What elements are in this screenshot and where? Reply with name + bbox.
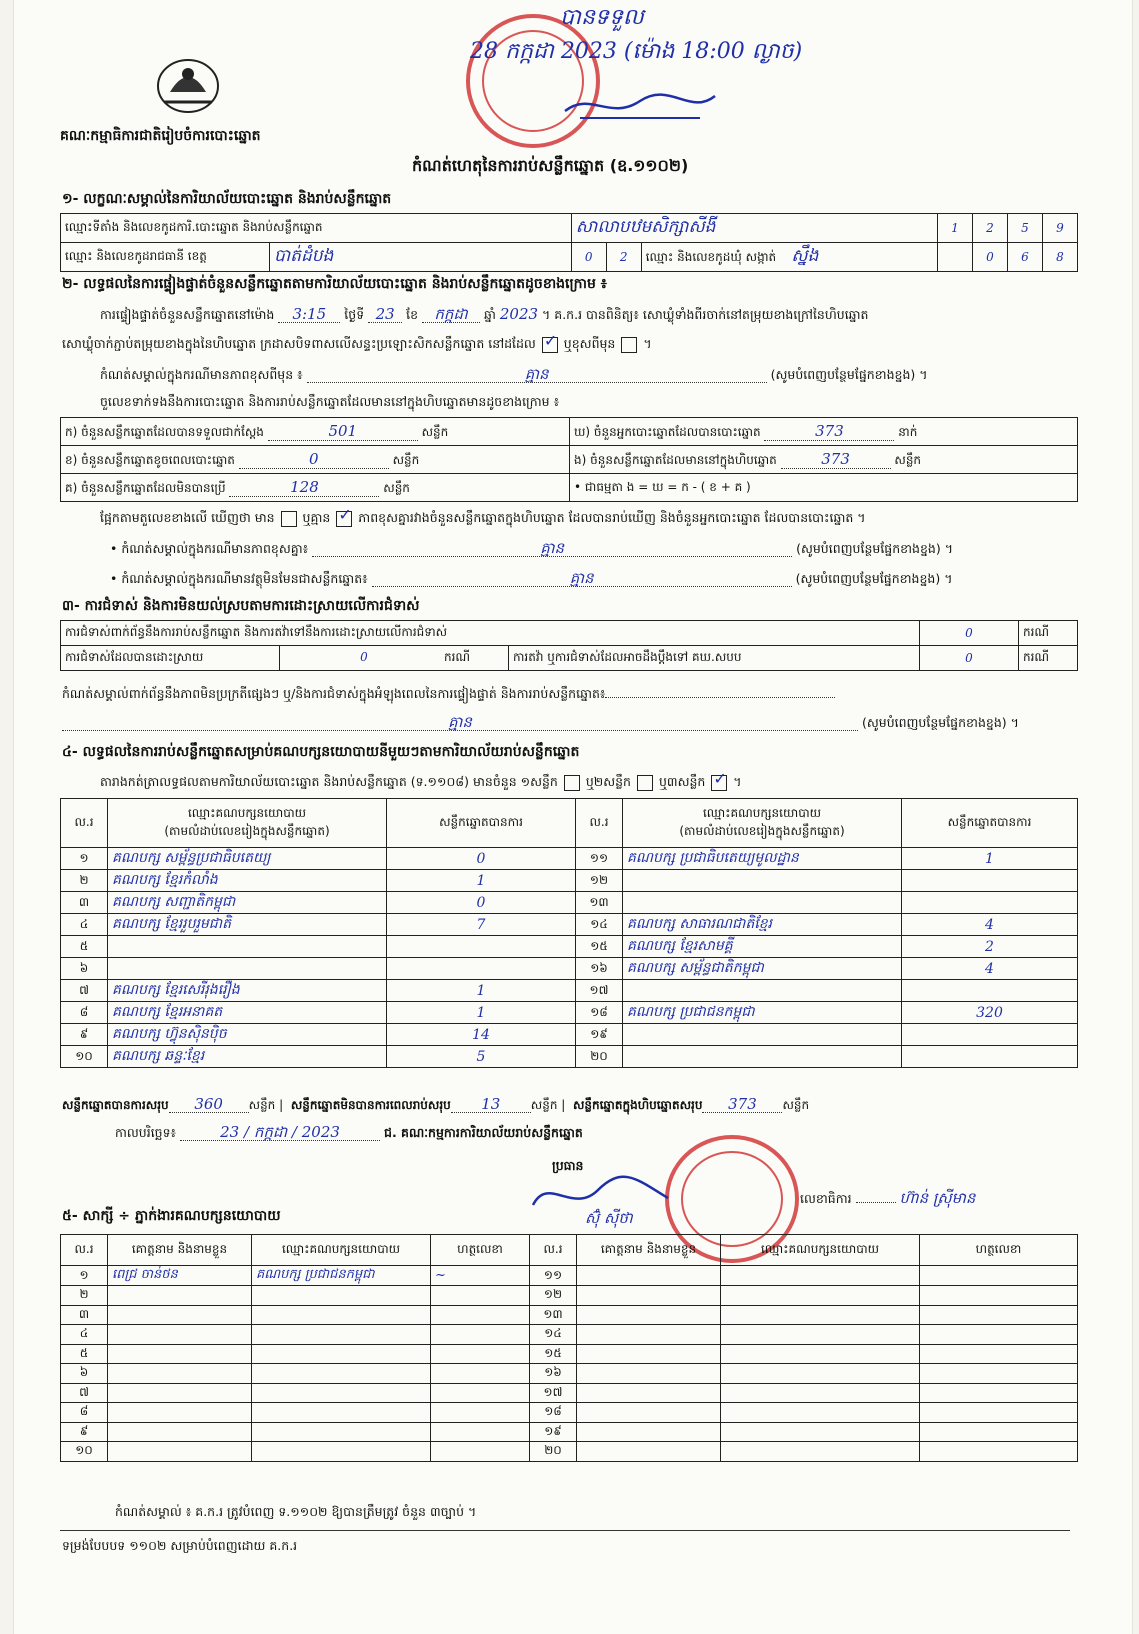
witness-row-number: ១៨ — [530, 1403, 577, 1423]
party-name: គណបក្ស សាធារណជាតិខ្មែរ — [623, 914, 902, 936]
party-row-number: ៩ — [61, 1024, 108, 1046]
party-votes: 320 — [902, 1002, 1078, 1024]
party-votes: 2 — [902, 936, 1078, 958]
witness-signature — [431, 1305, 530, 1325]
witness-name — [108, 1344, 252, 1364]
witness-name — [577, 1422, 721, 1442]
witness-party — [252, 1325, 431, 1345]
sign-date: 23 / កក្កដា / 2023 — [180, 1124, 380, 1141]
party-votes — [902, 1046, 1078, 1068]
commune-label-value — [641, 243, 937, 272]
table-row — [61, 1286, 1078, 1306]
witness-name — [108, 1325, 252, 1345]
difference-line: ផ្អែកតាមតួលេខខាងលើ ឃើញថា មាន ឬគ្មាន ✓ ភាពខុសគ្នារវាងចំនួនសន្លឹកឆ្នោតក្នុងហិបឆ្នោត ដែលបានរាប់ឃើញ និងចំនួនអ្នកបោះឆ្នោត ដែលបានបោះឆ្នោត ។ — [100, 510, 866, 527]
loc-code-2: 2 — [973, 214, 1008, 243]
commune-value: ស្នឹង — [791, 245, 819, 266]
witness-row-number: ១៣ — [530, 1305, 577, 1325]
witness-signature: ~ — [431, 1266, 530, 1286]
party-name: គណបក្ស ហ៊្វុនស៊ិនប៉ិច — [108, 1024, 387, 1046]
witness-party — [721, 1383, 920, 1403]
witness-signature — [431, 1325, 530, 1345]
sheets-line: តារាងកត់ត្រាលទ្ធផលតាមការិយាល័យបោះឆ្នោត និងរាប់សន្លឹកឆ្នោត (ទ.១១០៨) មានចំនួន ១សន្លឹក ឬ២សន្លឹក ឬ៣សន្លឹក ✓ ។ — [100, 774, 742, 791]
party-row-number: ១៦ — [576, 958, 623, 980]
party-results-table: ល.រ ឈ្មោះគណបក្សនយោបាយ (តាមលំដាប់លេខរៀងក្នុងសន្លឹកឆ្នោត) សន្លឹកឆ្នោតបានការ ល.រ ឈ្មោះគណបក្សនយោបាយ (តាមលំដាប់លេខរៀងក្នុងសន្លឹកឆ្នោត) សន្លឹកឆ្នោតបានការ ១ គណបក្ស សម្ព័ន្ធប្រជាធិបតេយ្យ 0 ១១ គណបក្ស ប្រជាធិបតេយ្យមូលដ្ឋាន 1 ២ គណបក្ស ខ្មែរកំលាំង 1 ១២ ៣ គណបក្ស សញ្ជាតិកម្ពុជា 0 ១៣ ៤ គណបក្ស ខ្មែររួបរួមជាតិ 7 ១៤ គណបក្ស សាធារណជាតិខ្មែរ 4 ៥ ១៥ គណបក្ស ខ្មែរសាមគ្គី 2 ៦ ១៦ គណបក្ស សម្ព័ន្ធជាតិកម្ពុជា 4 ៧ គណបក្ស ខ្មែរសេរីរុងរឿង 1 ១៧ ៨ គណបក្ស ខ្មែរអនាគត 1 ១៨ គណបក្ស ប្រជាជនកម្ពុជា 320 ៩ គណបក្ស ហ៊្វុនស៊ិនប៉ិច 14 ១៩ ១០ គណបក្ស ឆន្ទៈខ្មែរ 5 ២០ — [60, 798, 1078, 1068]
witness-row-number: ១ — [61, 1266, 108, 1286]
witness-party — [252, 1422, 431, 1442]
witness-name — [577, 1344, 721, 1364]
witness-signature — [920, 1442, 1078, 1462]
table-row — [61, 1024, 1078, 1046]
table-row — [61, 1383, 1078, 1403]
objections-table: ការជំទាស់ពាក់ព័ន្ធនឹងការរាប់សន្លឹកឆ្នោត និងការតវ៉ាទៅនឹងការដោះស្រាយលើការជំទាស់ 0 ករណី ការជំទាស់ដែលបានដោះស្រាយ 0 ករណី ការតវ៉ា ឬការជំទាស់ដែលអាចដឹងប្តឹងទៅ គឃ.សបប 0 ករណី — [60, 620, 1078, 671]
table-row — [61, 892, 1078, 914]
irregularity-note: កំណត់សម្គាល់ពាក់ព័ន្ធនឹងភាពមិនប្រក្រតីផ្សេងៗ ឬ/និងការជំទាស់ក្នុងអំឡុងពេលនៃការផ្ទៀងផ្ទាត់ និងការរាប់សន្លឹកឆ្នោត៖ — [62, 686, 835, 702]
party-row-number: ៥ — [61, 936, 108, 958]
emblem-icon — [150, 52, 226, 116]
table-row — [61, 1442, 1078, 1462]
witness-row-number: ១២ — [530, 1286, 577, 1306]
witness-name: ពេជ្រ ចាន់ថន — [108, 1266, 252, 1286]
party-name: គណបក្ស ឆន្ទៈខ្មែរ — [108, 1046, 387, 1068]
witness-row-number: ៥ — [61, 1344, 108, 1364]
witness-name — [108, 1403, 252, 1423]
comm-code-1: 0 — [973, 243, 1008, 272]
party-votes: 14 — [387, 1024, 576, 1046]
witness-row-number: ១៤ — [530, 1325, 577, 1345]
resolved-count: 0 — [360, 650, 368, 664]
witness-party — [252, 1286, 431, 1306]
witness-party — [252, 1364, 431, 1384]
witness-row-number: ១៧ — [530, 1383, 577, 1403]
witness-row-number: ៧ — [61, 1383, 108, 1403]
committee-name: គណៈកម្មាធិការជាតិរៀបចំការបោះឆ្នោត — [60, 128, 261, 144]
province-label: ឈ្មោះ និងលេខកូដរាជធានី ខេត្ត — [61, 243, 270, 272]
party-name — [108, 936, 387, 958]
party-name: គណបក្ស សម្ព័ន្ធជាតិកម្ពុជា — [623, 958, 902, 980]
section1-title: ១- លក្ខណៈសម្គាល់នៃការិយាល័យបោះឆ្នោត និងរាប់សន្លឹកឆ្នោត — [62, 191, 392, 207]
witness-row-number: ១០ — [61, 1442, 108, 1462]
table-row — [61, 1046, 1078, 1068]
province-value: បាត់ដំបង — [270, 243, 572, 272]
witness-signature — [920, 1422, 1078, 1442]
witness-party — [721, 1344, 920, 1364]
party-name: គណបក្ស ខ្មែរសាមគ្គី — [623, 936, 902, 958]
party-name: គណបក្ស ខ្មែរកំលាំង — [108, 870, 387, 892]
table-row — [61, 1305, 1078, 1325]
party-row-number: ៦ — [61, 958, 108, 980]
party-name: គណបក្ស សញ្ជាតិកម្ពុជា — [108, 892, 387, 914]
witness-party: គណបក្ស ប្រជាជនកម្ពុជា — [252, 1266, 431, 1286]
section1-table — [60, 213, 1078, 272]
witness-name — [577, 1403, 721, 1423]
loc-code-3: 5 — [1008, 214, 1043, 243]
president-name: ស៊ុំ ស៊ីថា — [585, 1209, 633, 1227]
witness-party — [721, 1364, 920, 1384]
party-votes — [387, 958, 576, 980]
party-name — [623, 870, 902, 892]
witness-signature — [920, 1325, 1078, 1345]
one-sheet-checkbox[interactable] — [564, 775, 580, 791]
table-row — [61, 936, 1078, 958]
handwritten-date: 28 កក្កដា 2023 (ម៉ោង 18:00 ល្ងាច) — [470, 39, 803, 64]
party-row-number: ៤ — [61, 914, 108, 936]
prov-code-2: 2 — [606, 243, 641, 272]
formula: • ជាធម្មតា ង = ឃ = ក - ( ខ + គ ) — [570, 474, 1078, 502]
party-votes: 1 — [387, 870, 576, 892]
footnote: កំណត់សម្គាល់ ៖ គ.ក.រ ត្រូវបំពេញ ទ.១១០២ ឱ្យបានត្រឹមត្រូវ ចំនួន ៣ច្បាប់ ។ — [115, 1504, 477, 1519]
party-votes: 0 — [387, 848, 576, 870]
location-value: សាលាបឋមសិក្សាសីងី — [571, 214, 937, 243]
party-name — [623, 980, 902, 1002]
party-row-number: ១០ — [61, 1046, 108, 1068]
table-row — [61, 870, 1078, 892]
party-name: គណបក្ស ប្រជាធិបតេយ្យមូលដ្ឋាន — [623, 848, 902, 870]
party-row-number: ៨ — [61, 1002, 108, 1024]
witness-signature — [920, 1305, 1078, 1325]
witness-name — [108, 1286, 252, 1306]
witness-name — [577, 1383, 721, 1403]
section2-title: ២- លទ្ធផលនៃការផ្ទៀងផ្ទាត់ចំនួនសន្លឹកឆ្នោតតាមការិយាល័យបោះឆ្នោត និងរាប់សន្លឹកឆ្នោតដូចខាងក្រោម ៖ — [62, 276, 607, 292]
secretary-line: លេខាធិការ ហ៊ាន់ ស៊្រីមាន — [800, 1189, 976, 1207]
note1-value: គ្មាន — [307, 366, 767, 383]
party-row-number: ១៧ — [576, 980, 623, 1002]
witness-signature — [431, 1442, 530, 1462]
date-line: កាលបរិច្ឆេទ៖ 23 / កក្កដា / 2023 ជ. គណៈកម្មការការិយាល័យរាប់សន្លឹកឆ្នោត — [115, 1123, 583, 1141]
witness-row-number: ១៥ — [530, 1344, 577, 1364]
unused-ballots: 128 — [229, 478, 379, 497]
party-name — [108, 958, 387, 980]
table-row — [61, 914, 1078, 936]
verify-line1: ការផ្ទៀងផ្ទាត់ចំនួនសន្លឹកឆ្នោតនៅម៉ោង 3:15 ថ្ងៃទី 23 ខែ កក្កដា ឆ្នាំ 2023 ។ គ.ក.រ បានពិនិត្យ៖ សោឃ្លុំទាំងពីរចាក់នៅតម្រុយខាងក្រៅនៃហិបឆ្នោត — [100, 305, 869, 323]
party-votes — [387, 936, 576, 958]
section5-title: ៥- សាក្សី ÷ ភ្នាក់ងារគណបក្សនយោបាយ — [62, 1208, 281, 1224]
witness-party — [252, 1403, 431, 1423]
has-difference-checkbox[interactable] — [281, 511, 297, 527]
bullet2-line: • កំណត់សម្គាល់ក្នុងករណីមានវត្ថុមិនមែនជាសន្លឹកឆ្នោត៖ គ្មាន (សូមបំពេញបន្ថែមផ្នែកខាងខ្នង) ។ — [110, 569, 953, 587]
comm-code-3: 8 — [1043, 243, 1078, 272]
ballot-count-table: ក) ចំនួនសន្លឹកឆ្នោតដែលបានទទួលជាក់ស្តែង 501 សន្លឹក ឃ) ចំនួនអ្នកបោះឆ្នោតដែលបានបោះឆ្នោត 373 នាក់ ខ) ចំនួនសន្លឹកឆ្នោតខូចពេលបោះឆ្នោត 0 សន្លឹក ង) ចំនួនសន្លឹកឆ្នោតដែលមាននៅក្នុងហិបឆ្នោត 373 សន្លឹក គ) ចំនួនសន្លឹកឆ្នោតដែលមិនបានប្រើ 128 សន្លឹក • ជាធម្មតា ង = ឃ = ក - ( ខ + គ ) — [60, 417, 1078, 502]
secretary-name: ហ៊ាន់ ស៊្រីមាន — [899, 1189, 976, 1207]
commune-label: ឈ្មោះ និងលេខកូដឃុំ សង្កាត់ — [645, 249, 777, 264]
witness-row-number: ៩ — [61, 1422, 108, 1442]
witness-signature — [920, 1266, 1078, 1286]
three-sheets-checkbox[interactable] — [711, 775, 727, 791]
witness-name — [577, 1286, 721, 1306]
voters-count: 373 — [764, 422, 894, 441]
witness-row-number: ៨ — [61, 1403, 108, 1423]
witness-party — [252, 1442, 431, 1462]
party-votes: 4 — [902, 914, 1078, 936]
note1-line: កំណត់សម្គាល់ក្នុងករណីមានភាពខុសពីមុន ៖ គ្មាន (សូមបំពេញបន្ថែមផ្នែកខាងខ្នង) ។ — [100, 365, 928, 383]
party-name: គណបក្ស ប្រជាជនកម្ពុជា — [623, 1002, 902, 1024]
same-checkbox[interactable] — [542, 337, 558, 353]
witness-party — [721, 1266, 920, 1286]
witness-signature — [920, 1286, 1078, 1306]
party-row-number: ១២ — [576, 870, 623, 892]
witness-party — [721, 1422, 920, 1442]
loc-code-1: 1 — [938, 214, 973, 243]
witness-signature — [920, 1383, 1078, 1403]
party-votes — [902, 980, 1078, 1002]
witness-row-number: ៣ — [61, 1305, 108, 1325]
section3-title: ៣- ការជំទាស់ និងការមិនយល់ស្របតាមការដោះស្រាយលើការជំទាស់ — [62, 598, 420, 614]
witness-party — [721, 1305, 920, 1325]
party-row-number: ១៣ — [576, 892, 623, 914]
witness-row-number: ២ — [61, 1286, 108, 1306]
witness-name — [577, 1266, 721, 1286]
party-row-number: ២០ — [576, 1046, 623, 1068]
witness-name — [577, 1325, 721, 1345]
witness-name — [108, 1383, 252, 1403]
section4-title: ៤- លទ្ធផលនៃការរាប់សន្លឹកឆ្នោតសម្រាប់គណបក្សនយោបាយនីមួយៗតាមការិយាល័យរាប់សន្លឹកឆ្នោត — [62, 744, 580, 760]
table-row — [61, 848, 1078, 870]
party-votes: 0 — [387, 892, 576, 914]
received-ballots: 501 — [268, 422, 418, 441]
witness-signature — [431, 1344, 530, 1364]
party-votes — [902, 892, 1078, 914]
table-row — [61, 1344, 1078, 1364]
party-name: គណបក្ស សម្ព័ន្ធប្រជាធិបតេយ្យ — [108, 848, 387, 870]
witness-party — [252, 1383, 431, 1403]
verify-month: កក្កដា — [422, 306, 480, 323]
witness-signature — [431, 1383, 530, 1403]
table-row — [61, 1325, 1078, 1345]
witness-row-number: ២០ — [530, 1442, 577, 1462]
verify-year: 2023 — [499, 305, 539, 323]
party-row-number: ៧ — [61, 980, 108, 1002]
party-votes: 1 — [902, 848, 1078, 870]
witness-signature — [431, 1286, 530, 1306]
verify-day: 23 — [368, 306, 402, 323]
witness-signature — [920, 1344, 1078, 1364]
witness-name — [577, 1305, 721, 1325]
no-difference-checkbox[interactable] — [336, 511, 352, 527]
party-name — [623, 1046, 902, 1068]
table-row — [61, 1422, 1078, 1442]
party-votes: 7 — [387, 914, 576, 936]
changed-checkbox[interactable] — [621, 337, 637, 353]
witness-signature — [431, 1422, 530, 1442]
witness-party — [721, 1442, 920, 1462]
handwritten-receipt: បាន​ទទួល — [560, 5, 644, 30]
witness-party — [721, 1403, 920, 1423]
table-row — [61, 1364, 1078, 1384]
party-votes: 1 — [387, 1002, 576, 1024]
receiver-signature — [560, 86, 720, 130]
witness-signature — [431, 1364, 530, 1384]
witness-row-number: ១១ — [530, 1266, 577, 1286]
party-row-number: ១១ — [576, 848, 623, 870]
witness-name — [108, 1364, 252, 1384]
party-votes — [902, 870, 1078, 892]
numbers-intro: ចួលេខទាក់ទងនឹងការបោះឆ្នោត និងការរាប់សន្លឹកឆ្នោតដែលមាននៅក្នុងហិបឆ្នោតមានដូចខាងក្រោម ៖ — [100, 394, 560, 409]
party-row-number: ១៩ — [576, 1024, 623, 1046]
total-valid: 360 — [169, 1096, 249, 1113]
party-votes: 4 — [902, 958, 1078, 980]
party-votes — [902, 1024, 1078, 1046]
witness-row-number: ១៩ — [530, 1422, 577, 1442]
party-name: គណបក្ស ខ្មែររួបរួមជាតិ — [108, 914, 387, 936]
witness-signature — [920, 1403, 1078, 1423]
table-row — [61, 1002, 1078, 1024]
party-row-number: ១៥ — [576, 936, 623, 958]
witness-row-number: ១៦ — [530, 1364, 577, 1384]
witness-party — [721, 1325, 920, 1345]
party-row-number: ១៨ — [576, 1002, 623, 1024]
party-votes: 5 — [387, 1046, 576, 1068]
party-name — [623, 1024, 902, 1046]
spoiled-ballots: 0 — [239, 450, 389, 469]
witness-row-number: ៤ — [61, 1325, 108, 1345]
witness-party — [252, 1344, 431, 1364]
party-votes: 1 — [387, 980, 576, 1002]
comm-code-2: 6 — [1008, 243, 1043, 272]
table-row — [61, 958, 1078, 980]
loc-code-4: 9 — [1043, 214, 1078, 243]
irregularity-note-line2: គ្មាន (សូមបំពេញបន្ថែមផ្នែកខាងខ្នង) ។ — [62, 714, 1019, 731]
total-invalid: 13 — [451, 1096, 531, 1113]
table-row — [61, 1403, 1078, 1423]
witness-name — [108, 1442, 252, 1462]
party-row-number: ៣ — [61, 892, 108, 914]
location-label: ឈ្មោះទីតាំង និងលេខកូដការិ.បោះឆ្នោត និងរាប់សន្លឹកឆ្នោត — [61, 214, 572, 243]
bullet1-line: • កំណត់សម្គាល់ក្នុងករណីមានភាពខុសគ្នា៖ គ្មាន (សូមបំពេញបន្ថែមផ្នែកខាងខ្នង) ។ — [110, 539, 953, 557]
witness-row-number: ៦ — [61, 1364, 108, 1384]
footer-divider — [60, 1530, 1070, 1531]
two-sheets-checkbox[interactable] — [637, 775, 653, 791]
witness-name — [108, 1305, 252, 1325]
total-box: 373 — [702, 1096, 782, 1113]
appeals-count: 0 — [920, 646, 1019, 671]
witness-signature — [431, 1403, 530, 1423]
form-footer: ទម្រង់បែបបទ ១១០២ សម្រាប់បំពេញដោយ គ.ក.រ — [62, 1538, 298, 1553]
verify-line2: សោឃ្លុំចាក់ភ្ជាប់តម្រុយខាងក្នុងនៃហិបឆ្នោត ក្រដាសបិទពាសលើសន្ទះប្រឡោះសិកសន្លឹកឆ្នោត នៅដដែល ✓ ឬខុសពីមុន ។ — [62, 336, 652, 353]
table-row — [61, 1266, 1078, 1286]
party-name: គណបក្ស ខ្មែរអនាគត — [108, 1002, 387, 1024]
party-row-number: ១ — [61, 848, 108, 870]
witness-party — [252, 1305, 431, 1325]
witness-name — [577, 1442, 721, 1462]
witness-party — [721, 1286, 920, 1306]
prov-code-1: 0 — [571, 243, 606, 272]
form-title: កំណត់ហេតុនៃការរាប់សន្លឹកឆ្នោត (ឧ.១១០២) — [412, 156, 689, 175]
box-ballots: 373 — [781, 450, 891, 469]
party-name: គណបក្ស ខ្មែរសេរីរុងរឿង — [108, 980, 387, 1002]
totals-line: សន្លឹកឆ្នោតបានការសរុប 360 សន្លឹក | សន្លឹកឆ្នោតមិនបានការពេលរាប់សរុប 13 សន្លឹក | សន្លឹកឆ្នោតក្នុងហិបឆ្នោតសរុប 373 សន្លឹក — [62, 1095, 810, 1113]
verify-time: 3:15 — [278, 306, 340, 323]
witness-signature — [920, 1364, 1078, 1384]
party-row-number: ១៤ — [576, 914, 623, 936]
table-row — [61, 980, 1078, 1002]
party-name — [623, 892, 902, 914]
president-label: ប្រធាន — [552, 1158, 584, 1173]
objections-count: 0 — [920, 621, 1019, 646]
witness-table: ល.រ គោត្តនាម និងនាមខ្លួន ឈ្មោះគណបក្សនយោបាយ ហត្ថលេខា ល.រ គោត្តនាម និងនាមខ្លួន ឈ្មោះគណបក្សនយោបាយ ហត្ថលេខា ១ ពេជ្រ ចាន់ថន គណបក្ស ប្រជាជនកម្ពុជា ~ ១១ ២ ១២ ៣ ១៣ ៤ ១៤ ៥ ១៥ ៦ ១៦ ៧ ១៧ ៨ ១៨ ៩ ១៩ ១០ ២០ — [60, 1234, 1078, 1462]
witness-name — [577, 1364, 721, 1384]
witness-name — [108, 1422, 252, 1442]
party-row-number: ២ — [61, 870, 108, 892]
